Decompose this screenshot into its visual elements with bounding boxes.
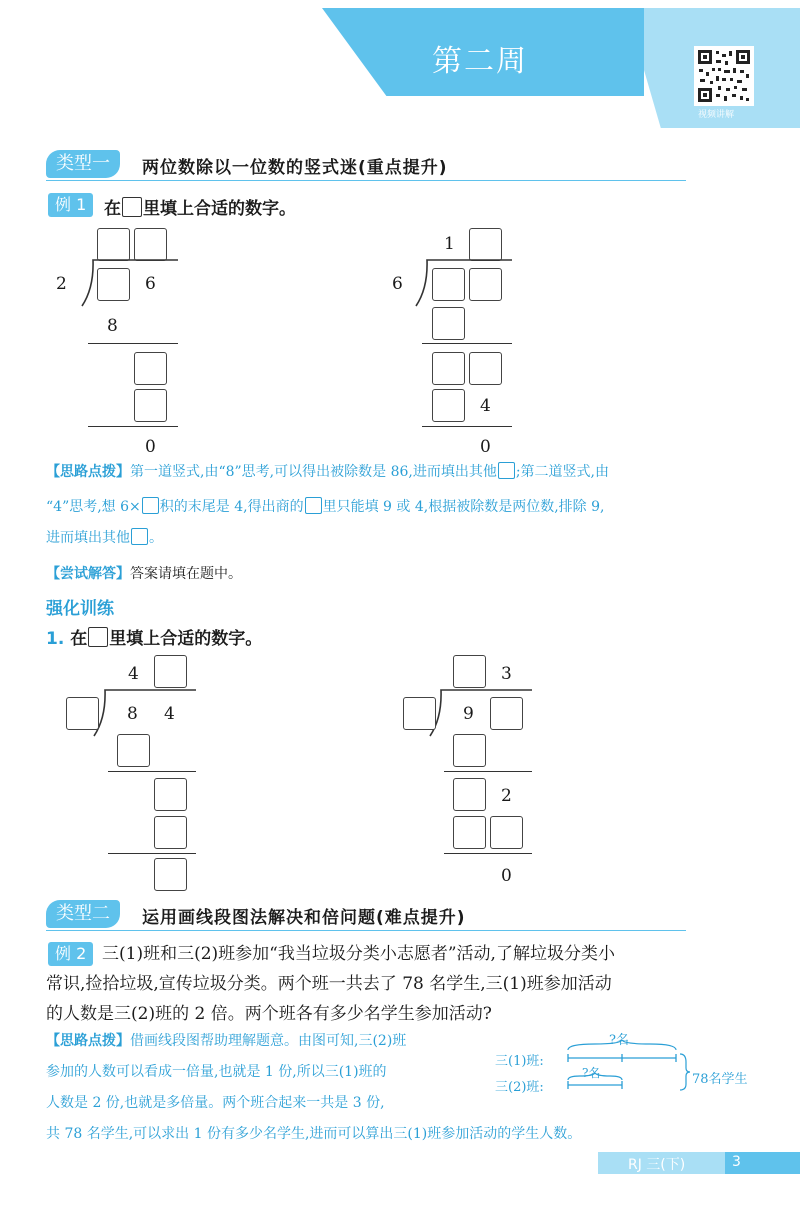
dividend-digit: 6 [145,274,156,294]
answer-box[interactable] [453,734,486,767]
answer-box[interactable] [432,307,465,340]
dividend-digit: 4 [164,704,175,724]
answer-box[interactable] [154,778,187,811]
class1-question: ?名 [609,1033,629,1048]
answer-box[interactable] [453,816,486,849]
answer-box[interactable] [154,816,187,849]
example-2-tag: 例 2 [48,942,93,966]
quotient-digit: 4 [128,664,139,684]
division-line [88,343,178,344]
subtract-value: 8 [107,316,118,336]
answer-box[interactable] [134,389,167,422]
box-symbol-icon [88,627,108,647]
answer-box[interactable] [154,858,187,891]
type-two-title: 运用画线段图法解决和倍问题(难点提升) [142,908,466,928]
page-number: 3 [732,1154,741,1170]
remainder: 0 [501,866,512,886]
total-label: 78名学生 [692,1072,748,1087]
class2-question: ?名 [582,1066,601,1080]
division-line [422,343,512,344]
box-symbol-icon [122,197,142,217]
division-line [108,853,196,854]
remainder: 0 [145,437,156,457]
example-2-line-2: 常识,捡拾垃圾,宣传垃圾分类。两个班一共去了 78 名学生,三(1)班参加活动 [46,974,612,994]
answer-box[interactable] [469,268,502,301]
hint-2-line-1: 【思路点拨】借画线段图帮助理解题意。由图可知,三(2)班 [46,1033,407,1049]
example-1-tag: 例 1 [48,193,93,217]
answer-box[interactable] [490,816,523,849]
qr-code-icon[interactable] [694,46,754,106]
segment-bars [560,1040,690,1100]
answer-box[interactable] [97,228,130,261]
dividend-digit: 8 [127,704,138,724]
type-one-underline [46,180,686,181]
example-2-line-3: 的人数是三(2)班的 2 倍。两个班各有多少名学生参加活动? [46,1004,492,1024]
dividend-digit: 9 [463,704,474,724]
type-one-tag: 类型一 [46,150,120,178]
example-1-instruction: 在 里填上合适的数字。 [104,199,296,219]
answer-box[interactable] [97,268,130,301]
division-line [422,426,512,427]
qr-caption: 视频讲解 [698,110,735,120]
division-bracket [80,258,180,308]
answer-box[interactable] [432,268,465,301]
division-line [88,426,178,427]
box-symbol-icon [131,528,148,545]
type-two-underline [46,930,686,931]
answer-box[interactable] [469,352,502,385]
edition-label: RJ 三(下) [628,1157,686,1173]
class2-label: 三(2)班: [495,1080,544,1095]
try-answer: 【尝试解答】答案请填在题中。 [46,566,242,582]
type-one-title: 两位数除以一位数的竖式迷(重点提升) [142,158,448,178]
answer-box[interactable] [469,228,502,261]
answer-box[interactable] [134,228,167,261]
hint-2-line-2: 参加的人数可以看成一倍量,也就是 1 份,所以三(1)班的 [46,1064,387,1080]
answer-box[interactable] [490,697,523,730]
hint-2-line-3: 人数是 2 份,也就是多倍量。两个班合起来一共是 3 份, [46,1095,385,1111]
week-title: 第二周 [432,44,528,79]
type-two-tag: 类型二 [46,900,120,928]
division-line [444,853,532,854]
quotient-digit: 3 [501,664,512,684]
hint-1-line-1: 【思路点拨】第一道竖式,由“8”思考,可以得出被除数是 86,进而填出其他 ;第二道竖式,由 [46,464,610,480]
remainder: 0 [480,437,491,457]
divisor: 6 [392,274,403,294]
divisor: 2 [56,274,67,294]
training-q1-instruction: 1. 在 里填上合适的数字。 [46,629,263,649]
answer-box[interactable] [154,655,187,688]
answer-box[interactable] [432,389,465,422]
hint-1-line-2: “4”思考,想 6× 积的末尾是 4,得出商的 里只能填 9 或 4,根据被除数是两位数,排除 9, [46,499,605,515]
hint-1-line-3: 进而填出其他 。 [46,530,163,546]
box-symbol-icon [498,462,515,479]
hint-2-line-4: 共 78 名学生,可以求出 1 份有多少名学生,进而可以算出三(1)班参加活动的学生人数。 [46,1126,582,1142]
division-line [108,771,196,772]
class1-label: 三(1)班: [495,1054,544,1069]
answer-box[interactable] [134,352,167,385]
example-2-line-1: 三(1)班和三(2)班参加“我当垃圾分类小志愿者”活动,了解垃圾分类小 [102,944,615,964]
division-line [444,771,532,772]
training-title: 强化训练 [46,599,114,619]
answer-box[interactable] [453,778,486,811]
answer-box[interactable] [117,734,150,767]
box-symbol-icon [142,497,159,514]
answer-box[interactable] [66,697,99,730]
answer-box[interactable] [403,697,436,730]
last-digit: 4 [480,396,491,416]
quotient-digit: 1 [444,234,455,254]
remainder-digit: 2 [501,786,512,806]
box-symbol-icon [305,497,322,514]
answer-box[interactable] [453,655,486,688]
answer-box[interactable] [432,352,465,385]
division-bracket [92,688,198,738]
